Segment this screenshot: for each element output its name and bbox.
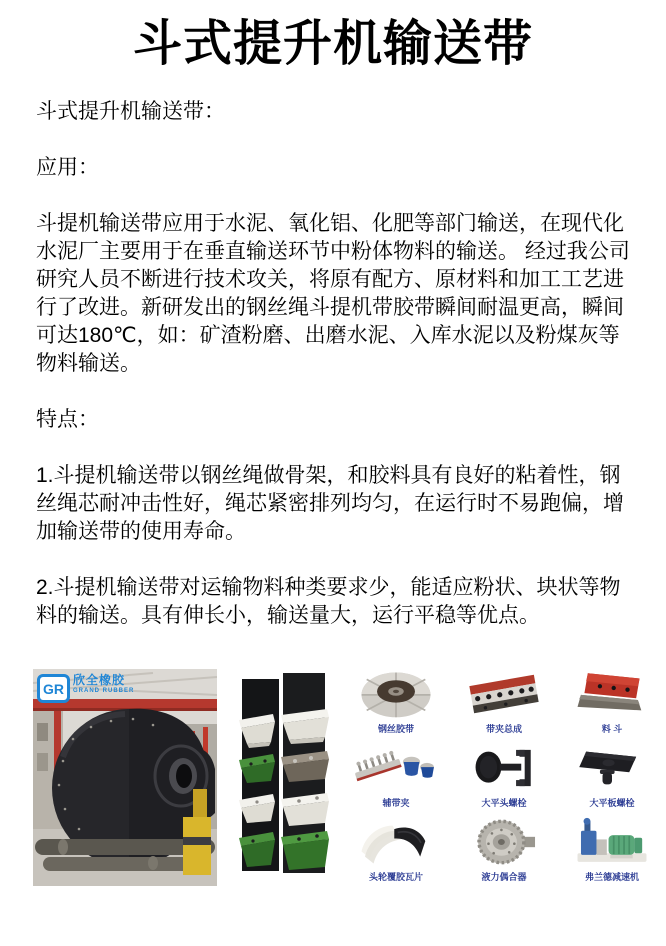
flat-plate-bolt-icon [564, 743, 660, 793]
part-belt-clamp-assembly [453, 669, 555, 735]
grand-rubber-logo [37, 674, 134, 703]
part-flat-head-bolt [453, 743, 555, 809]
part-flender-reducer [561, 817, 663, 883]
part-head-wheel-rubber-tile [345, 817, 447, 883]
parts-grid [345, 669, 663, 883]
flat-head-bolt-icon [456, 743, 552, 793]
part-fluid-coupling [453, 817, 555, 883]
part-label: 头轮覆胶瓦片 [368, 872, 423, 882]
logo-name-en: GRAND RUBBER [73, 688, 135, 694]
factory-belt-roll-photo [33, 669, 217, 886]
head-wheel-rubber-tile-icon [348, 817, 444, 867]
features-heading: 特点： [36, 408, 99, 432]
part-steel-cord-belt [345, 669, 447, 735]
logo-name-cn: 欣全橡胶 [73, 673, 126, 687]
hopper-icon [564, 669, 660, 719]
part-aux-belt-clamp [345, 743, 447, 809]
part-label: 大平板螺栓 [589, 798, 635, 808]
logo-gr-monogram: GR [37, 674, 70, 703]
feature-1-paragraph: 1.斗提机输送带以钢丝绳做骨架，和胶料具有良好的粘着性，钢丝绳芯耐冲击性好，绳芯紧密排列均匀，在运行时不易跑偏，增加输送带的使用寿命。 [36, 464, 624, 544]
application-heading: 应用： [36, 156, 99, 180]
feature-2-paragraph: 2.斗提机输送带对运输物料种类要求少，能适应粉状、块状等物料的输送。具有伸长小，输送量大，运行平稳等优点。 [36, 576, 621, 628]
fluid-coupling-icon [456, 817, 552, 867]
elevator-buckets-photo [237, 671, 335, 879]
aux-belt-clamp-icon [348, 743, 444, 793]
part-label: 弗兰德减速机 [584, 872, 639, 882]
body-text [36, 98, 636, 630]
steel-cord-belt-icon [348, 669, 444, 719]
part-label: 辅带夹 [382, 798, 410, 808]
application-paragraph: 斗提机输送带应用于水泥、氧化铝、化肥等部门输送，在现代化水泥厂主要用于在垂直输送环节中粉体物料的输送。 经过我公司研究人员不断进行技术攻关，将原有配方、原材料和加工工艺进行了改进。新研发出的钢丝绳斗提机带胶带瞬间耐温更高，瞬间可达180℃，如：矿渣粉磨、出磨水泥、入库水泥以及粉煤灰等物料输送。 [36, 212, 630, 376]
buckets-illustration [237, 671, 335, 879]
part-flat-plate-bolt [561, 743, 663, 809]
belt-clamp-assembly-icon [456, 669, 552, 719]
part-label: 钢丝胶带 [377, 724, 414, 734]
page-title: 斗式提升机输送带 [132, 17, 533, 71]
part-label: 大平头螺栓 [481, 798, 527, 808]
intro-line: 斗式提升机输送带： [36, 100, 225, 124]
part-label: 带夹总成 [485, 724, 522, 734]
part-label: 料 斗 [601, 724, 623, 734]
part-label: 液力偶合器 [481, 872, 527, 882]
part-hopper [561, 669, 663, 735]
flender-reducer-icon [564, 817, 660, 867]
product-gallery [0, 669, 666, 899]
